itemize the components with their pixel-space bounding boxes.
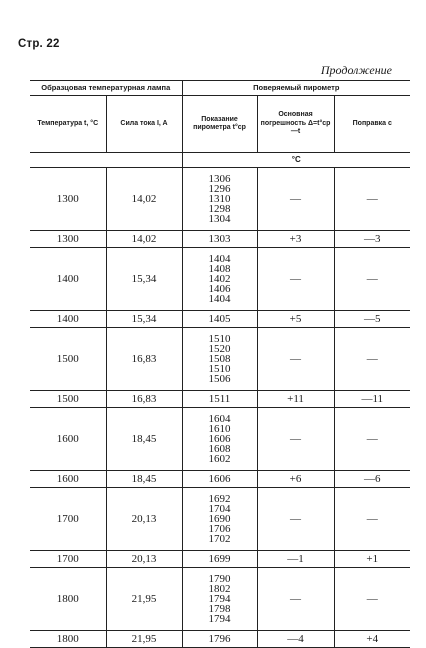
dash-mark: — <box>290 433 302 445</box>
temperature-cell: 1300 <box>30 231 106 248</box>
reading-value: 1406 <box>208 283 231 295</box>
dash-mark: — <box>290 273 302 285</box>
reading-value: 1408 <box>208 263 231 275</box>
table-row-result <box>30 311 410 328</box>
error-cell: +5 <box>257 311 334 328</box>
dash-mark: — <box>366 513 378 525</box>
reading-value: 1306 <box>208 173 231 185</box>
dash-mark: — <box>290 353 302 365</box>
table-row <box>30 328 410 391</box>
correction-dash-cell <box>334 248 410 311</box>
current-cell: 16,83 <box>106 391 182 408</box>
reading-value: 1798 <box>208 603 231 615</box>
dash-mark: — <box>366 593 378 605</box>
correction-dash-cell <box>334 568 410 631</box>
table-row-result <box>30 391 410 408</box>
lamp-group-header: Образцовая температурная лампа <box>30 81 182 96</box>
reading-value: 1510 <box>208 363 231 375</box>
current-cell: 21,95 <box>106 568 182 631</box>
correction-dash-cell <box>334 408 410 471</box>
current-cell: 14,02 <box>106 231 182 248</box>
current-cell: 18,45 <box>106 471 182 488</box>
correction-dash-cell <box>334 328 410 391</box>
table-row <box>30 568 410 631</box>
reading-value: 1404 <box>208 253 231 265</box>
error-dash-cell <box>257 488 334 551</box>
reading-value: 1790 <box>208 573 231 585</box>
current-cell: 21,95 <box>106 631 182 648</box>
reading-value: 1520 <box>208 343 231 355</box>
error-header: Основная погрешность Δ=t°ср—t <box>257 96 334 153</box>
table-row-result <box>30 551 410 568</box>
dash-mark: — <box>366 273 378 285</box>
current-cell: 20,13 <box>106 488 182 551</box>
current-cell: 16,83 <box>106 328 182 391</box>
reading-value: 1508 <box>208 353 231 365</box>
readings-cell <box>182 408 257 471</box>
mean-reading-cell: 1511 <box>182 391 257 408</box>
table-row <box>30 488 410 551</box>
current-cell: 14,02 <box>106 168 182 231</box>
current-cell: 15,34 <box>106 248 182 311</box>
current-cell: 18,45 <box>106 408 182 471</box>
error-dash-cell <box>257 248 334 311</box>
reading-value: 1310 <box>208 193 231 205</box>
pyrometer-group-header: Поверяемый пирометр <box>182 81 410 96</box>
reading-value: 1506 <box>208 373 231 385</box>
mean-reading-cell: 1796 <box>182 631 257 648</box>
error-dash-cell <box>257 568 334 631</box>
correction-dash-cell <box>334 168 410 231</box>
mean-reading-cell: 1606 <box>182 471 257 488</box>
reading-value: 1794 <box>208 593 231 605</box>
temperature-cell: 1800 <box>56 593 79 605</box>
error-cell: —4 <box>257 631 334 648</box>
correction-cell: —6 <box>334 471 410 488</box>
unit-row-blank <box>30 153 182 168</box>
correction-cell: —5 <box>334 311 410 328</box>
reading-value: 1296 <box>208 183 231 195</box>
reading-value: 1402 <box>208 273 231 285</box>
reading-value: 1510 <box>208 333 231 345</box>
table-row <box>30 168 410 231</box>
readings-cell <box>182 248 257 311</box>
mean-reading-cell: 1405 <box>182 311 257 328</box>
readings-cell <box>182 168 257 231</box>
temperature-cell: 1800 <box>30 631 106 648</box>
reading-value: 1702 <box>208 533 231 545</box>
temperature-cell: 1700 <box>56 513 79 525</box>
reading-value: 1304 <box>208 213 231 225</box>
reading-value: 1602 <box>208 453 231 465</box>
calibration-table <box>30 80 410 648</box>
reading-value: 1298 <box>208 203 231 215</box>
mean-reading-cell: 1303 <box>182 231 257 248</box>
correction-cell: +4 <box>334 631 410 648</box>
page-number: Стр. 22 <box>18 38 60 50</box>
reading-value: 1606 <box>208 433 231 445</box>
reading-value: 1690 <box>208 513 231 525</box>
temperature-cell: 1300 <box>56 193 79 205</box>
mean-reading-cell: 1699 <box>182 551 257 568</box>
reading-value: 1608 <box>208 443 231 455</box>
temperature-cell: 1400 <box>56 273 79 285</box>
table-row <box>30 408 410 471</box>
table-row <box>30 248 410 311</box>
reading-header: Показание пирометра t°ср <box>182 96 257 153</box>
error-cell: +6 <box>257 471 334 488</box>
reading-value: 1404 <box>208 293 231 305</box>
error-cell: +3 <box>257 231 334 248</box>
current-cell: 15,34 <box>106 311 182 328</box>
reading-value: 1604 <box>208 413 231 425</box>
error-cell: +11 <box>257 391 334 408</box>
correction-cell: —11 <box>334 391 410 408</box>
reading-value: 1692 <box>208 493 231 505</box>
temperature-cell: 1600 <box>56 433 79 445</box>
dash-mark: — <box>366 433 378 445</box>
table-row-result <box>30 231 410 248</box>
temperature-cell: 1400 <box>30 311 106 328</box>
correction-cell: +1 <box>334 551 410 568</box>
readings-cell <box>182 328 257 391</box>
error-dash-cell <box>257 168 334 231</box>
temperature-header: Температура t, °C <box>37 119 99 127</box>
reading-value: 1794 <box>208 613 231 625</box>
dash-mark: — <box>290 193 302 205</box>
readings-cell <box>182 488 257 551</box>
correction-dash-cell <box>334 488 410 551</box>
correction-cell: —3 <box>334 231 410 248</box>
readings-cell <box>182 568 257 631</box>
temperature-cell: 1500 <box>56 353 79 365</box>
current-header: Сила тока I, A <box>106 96 182 153</box>
dash-mark: — <box>366 193 378 205</box>
unit-row-label: °C <box>182 153 410 168</box>
table-row-result <box>30 631 410 648</box>
error-cell: —1 <box>257 551 334 568</box>
temperature-cell: 1600 <box>30 471 106 488</box>
temperature-cell: 1700 <box>30 551 106 568</box>
table-row-result <box>30 471 410 488</box>
dash-mark: — <box>290 593 302 605</box>
current-cell: 20,13 <box>106 551 182 568</box>
continuation-label: Продолжение <box>320 63 392 77</box>
dash-mark: — <box>366 353 378 365</box>
error-dash-cell <box>257 328 334 391</box>
table-body <box>30 168 410 648</box>
error-dash-cell <box>257 408 334 471</box>
correction-header: Поправка c <box>334 96 410 153</box>
reading-value: 1802 <box>208 583 231 595</box>
dash-mark: — <box>290 513 302 525</box>
temperature-cell: 1500 <box>30 391 106 408</box>
reading-value: 1610 <box>208 423 231 435</box>
reading-value: 1706 <box>208 523 231 535</box>
reading-value: 1704 <box>208 503 231 515</box>
